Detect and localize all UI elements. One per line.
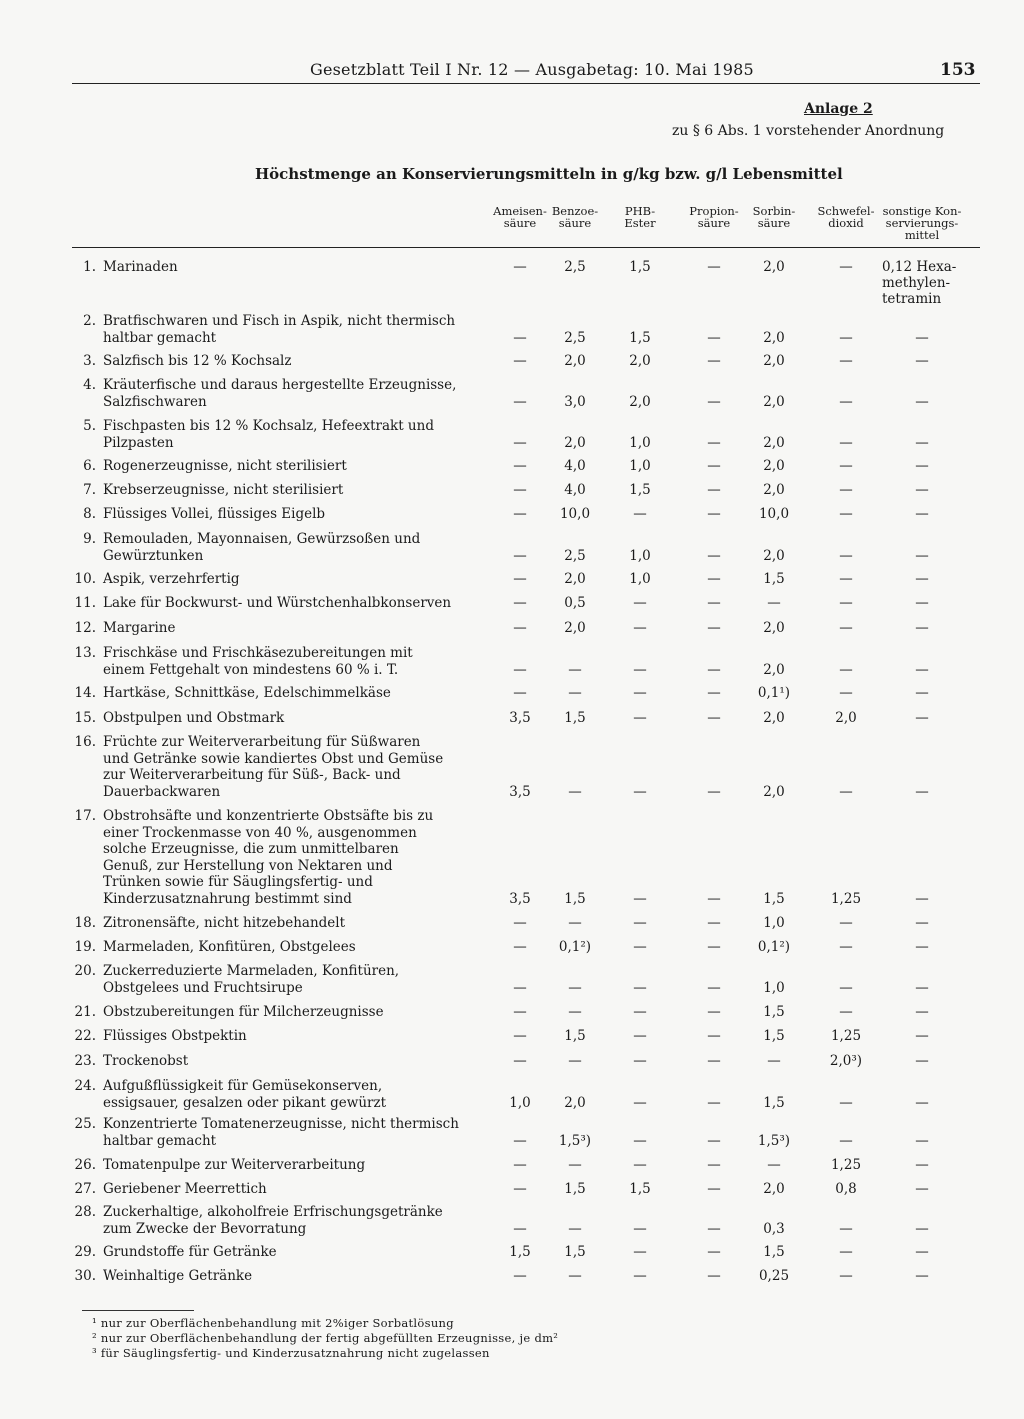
cell-value: — xyxy=(513,595,527,611)
cell-value: — xyxy=(568,1004,582,1020)
cell-value: — xyxy=(633,1053,647,1069)
cell-value: 2,0 xyxy=(763,1181,785,1197)
cell-value: — xyxy=(707,1181,721,1197)
cell-value: — xyxy=(839,393,853,410)
cell-value: — xyxy=(707,1132,721,1149)
cell-value: — xyxy=(633,685,647,701)
cell-value: — xyxy=(633,1157,647,1173)
cell-value: — xyxy=(513,434,527,451)
cell-value: 1,5 xyxy=(629,329,651,346)
row-number: 9. xyxy=(83,531,96,547)
annex-label: Anlage 2 xyxy=(804,101,873,117)
row-number: 4. xyxy=(83,377,96,393)
cell-value: — xyxy=(707,1094,721,1111)
cell-value: — xyxy=(568,1268,582,1284)
row-label: Obstzubereitungen für Milcherzeugnisse xyxy=(103,1004,384,1020)
row-number: 12. xyxy=(74,620,96,636)
cell-value: 2,0 xyxy=(564,620,586,636)
cell-value: — xyxy=(839,482,853,498)
row-number: 23. xyxy=(74,1053,96,1069)
cell-value: 3,5 xyxy=(509,710,531,726)
row-label: Margarine xyxy=(103,620,176,636)
cell-value: — xyxy=(767,1053,781,1069)
cell-value: — xyxy=(633,1268,647,1284)
cell-value: — xyxy=(767,595,781,611)
cell-value: 2,0 xyxy=(564,1094,586,1111)
cell-value: — xyxy=(915,1053,929,1069)
cell-value: — xyxy=(633,1244,647,1260)
cell-value: 0,8 xyxy=(835,1181,857,1197)
row-number: 14. xyxy=(74,685,96,701)
cell-value: — xyxy=(633,915,647,931)
row-label: Lake für Bockwurst- und Würstchenhalbkonserven xyxy=(103,595,452,611)
cell-value: — xyxy=(707,939,721,955)
cell-value: 1,5 xyxy=(564,1028,586,1044)
cell-value: — xyxy=(633,661,647,678)
cell-value: — xyxy=(707,1053,721,1069)
cell-value: 2,0 xyxy=(763,458,785,474)
cell-value: — xyxy=(513,1028,527,1044)
cell-value: 0,1²) xyxy=(757,939,791,955)
cell-value: 3,5 xyxy=(509,783,531,800)
cell-value: — xyxy=(839,1132,853,1149)
cell-value: 0,1²) xyxy=(558,939,592,955)
cell-value: — xyxy=(915,595,929,611)
row-label: Flüssiges Vollei, flüssiges Eigelb xyxy=(103,506,326,522)
row-number: 15. xyxy=(74,710,96,726)
cell-value: 10,0 xyxy=(559,506,591,522)
row-label: Fischpasten bis 12 % Kochsalz, Hefeextrakt und Pilzpasten xyxy=(103,418,434,451)
row-label: Hartkäse, Schnittkäse, Edelschimmelkäse xyxy=(103,685,391,701)
cell-value: — xyxy=(513,620,527,636)
cell-value: — xyxy=(839,939,853,955)
cell-value: — xyxy=(568,783,582,800)
row-number: 11. xyxy=(74,595,96,611)
cell-value: — xyxy=(633,1094,647,1111)
table-title: Höchstmenge an Konservierungsmitteln in g/kg bzw. g/l Lebensmittel xyxy=(255,165,843,183)
cell-value: — xyxy=(915,783,929,800)
row-label: Trockenobst xyxy=(103,1053,189,1069)
cell-value: — xyxy=(513,259,527,275)
column-header: Schwefel- dioxid xyxy=(817,204,875,230)
cell-value: 1,5 xyxy=(763,1244,785,1260)
row-number: 19. xyxy=(74,939,96,955)
cell-value: — xyxy=(513,547,527,564)
column-header: PHB- Ester xyxy=(624,204,656,230)
cell-value: — xyxy=(513,482,527,498)
cell-value: 0,5 xyxy=(564,595,586,611)
row-label: Kräuterfische und daraus hergestellte Erzeugnisse, Salzfischwaren xyxy=(103,377,457,410)
cell-value: — xyxy=(915,890,929,907)
cell-value: — xyxy=(839,620,853,636)
cell-value: 1,5 xyxy=(564,710,586,726)
cell-value: 1,5 xyxy=(564,1181,586,1197)
cell-value: — xyxy=(915,620,929,636)
cell-value: — xyxy=(915,979,929,996)
cell-value: — xyxy=(633,939,647,955)
cell-value: 1,0 xyxy=(629,458,651,474)
cell-value: 1,5 xyxy=(509,1244,531,1260)
row-number: 20. xyxy=(74,963,96,979)
cell-value: — xyxy=(839,661,853,678)
row-number: 24. xyxy=(74,1078,96,1094)
row-label: Zitronensäfte, nicht hitzebehandelt xyxy=(103,915,346,931)
cell-value: — xyxy=(513,506,527,522)
cell-value: 1,0 xyxy=(629,547,651,564)
column-header: Benzoe- säure xyxy=(551,204,599,230)
row-label: Salzfisch bis 12 % Kochsalz xyxy=(103,353,292,369)
cell-value: 2,0 xyxy=(763,547,785,564)
cell-value: — xyxy=(839,458,853,474)
cell-value: 1,0 xyxy=(629,571,651,587)
running-header: Gesetzblatt Teil I Nr. 12 — Ausgabetag: 10. Mai 1985 xyxy=(310,60,754,79)
cell-value: — xyxy=(839,685,853,701)
cell-value: — xyxy=(633,595,647,611)
cell-value: — xyxy=(915,571,929,587)
row-label: Grundstoffe für Getränke xyxy=(103,1244,277,1260)
cell-value: — xyxy=(568,979,582,996)
cell-value: — xyxy=(915,1244,929,1260)
cell-value: — xyxy=(915,458,929,474)
cell-value: 1,5 xyxy=(564,1244,586,1260)
cell-value: 0,3 xyxy=(763,1220,785,1237)
cell-value: — xyxy=(839,915,853,931)
row-number: 2. xyxy=(83,313,96,329)
column-header: sonstige Kon- servierungs- mittel xyxy=(882,204,962,242)
cell-value: — xyxy=(513,1004,527,1020)
cell-value: — xyxy=(839,506,853,522)
cell-value: — xyxy=(707,458,721,474)
row-label: Aufgußflüssigkeit für Gemüsekonserven, essigsauer, gesalzen oder pikant gewürzt xyxy=(103,1078,387,1111)
cell-value: — xyxy=(513,353,527,369)
row-label: Konzentrierte Tomatenerzeugnisse, nicht thermisch haltbar gemacht xyxy=(103,1116,459,1149)
row-label: Krebserzeugnisse, nicht sterilisiert xyxy=(103,482,344,498)
cell-value: 2,0 xyxy=(763,393,785,410)
cell-value: — xyxy=(915,685,929,701)
cell-value: 1,5 xyxy=(564,890,586,907)
cell-value: — xyxy=(707,595,721,611)
cell-value: — xyxy=(915,915,929,931)
row-label: Zuckerhaltige, alkoholfreie Erfrischungsgetränke zum Zwecke der Bevorratung xyxy=(103,1204,443,1237)
row-number: 1. xyxy=(83,259,96,275)
cell-value: — xyxy=(707,661,721,678)
cell-value: 1,0 xyxy=(509,1094,531,1111)
cell-value: — xyxy=(915,939,929,955)
cell-value: — xyxy=(839,979,853,996)
cell-value: 0,1¹) xyxy=(757,685,791,701)
cell-value: 2,0³) xyxy=(829,1053,863,1069)
row-number: 18. xyxy=(74,915,96,931)
row-label: Flüssiges Obstpektin xyxy=(103,1028,247,1044)
cell-value: 4,0 xyxy=(564,458,586,474)
cell-value: 2,5 xyxy=(564,547,586,564)
row-number: 17. xyxy=(74,808,96,824)
cell-value: — xyxy=(915,1028,929,1044)
cell-value: — xyxy=(513,1132,527,1149)
cell-value: 1,5 xyxy=(629,259,651,275)
cell-value: — xyxy=(839,783,853,800)
cell-value: — xyxy=(915,482,929,498)
cell-value: — xyxy=(568,1157,582,1173)
cell-value: — xyxy=(568,661,582,678)
cell-value: 4,0 xyxy=(564,482,586,498)
cell-value: — xyxy=(568,1220,582,1237)
cell-value: — xyxy=(839,1094,853,1111)
row-label: Tomatenpulpe zur Weiterverarbeitung xyxy=(103,1157,366,1173)
cell-value: 2,0 xyxy=(763,482,785,498)
cell-value: — xyxy=(707,571,721,587)
footnote-3: ³ für Säuglingsfertig- und Kinderzusatznahrung nicht zugelassen xyxy=(92,1346,490,1360)
row-label: Aspik, verzehrfertig xyxy=(103,571,240,587)
cell-value: — xyxy=(633,1028,647,1044)
cell-value: 1,0 xyxy=(763,979,785,996)
cell-value: — xyxy=(707,434,721,451)
cell-value: — xyxy=(513,571,527,587)
row-label: Obstpulpen und Obstmark xyxy=(103,710,285,726)
cell-value: — xyxy=(915,661,929,678)
cell-value: 1,25 xyxy=(830,1028,862,1044)
cell-value: 3,5 xyxy=(509,890,531,907)
cell-value: — xyxy=(513,329,527,346)
cell-value: — xyxy=(767,1157,781,1173)
cell-value: 0,25 xyxy=(758,1268,790,1284)
cell-value: 10,0 xyxy=(758,506,790,522)
cell-value: 1,5³) xyxy=(558,1132,592,1149)
cell-value: — xyxy=(839,1244,853,1260)
cell-value: — xyxy=(513,939,527,955)
cell-value: — xyxy=(707,1004,721,1020)
row-number: 16. xyxy=(74,734,96,750)
cell-value: — xyxy=(839,329,853,346)
cell-value: — xyxy=(707,506,721,522)
cell-value: 2,0 xyxy=(763,259,785,275)
header-rule xyxy=(72,83,980,84)
cell-value: — xyxy=(915,434,929,451)
cell-value: — xyxy=(707,547,721,564)
footnote-rule xyxy=(82,1310,194,1311)
row-label: Marinaden xyxy=(103,259,178,275)
cell-value: — xyxy=(633,620,647,636)
cell-value: 1,0 xyxy=(629,434,651,451)
page-number: 153 xyxy=(940,60,976,80)
cell-value: 1,5 xyxy=(763,890,785,907)
cell-value: 2,5 xyxy=(564,329,586,346)
cell-value: — xyxy=(513,1181,527,1197)
cell-value: — xyxy=(633,890,647,907)
row-number: 3. xyxy=(83,353,96,369)
cell-value: — xyxy=(839,1268,853,1284)
cell-value: — xyxy=(513,1157,527,1173)
cell-value: — xyxy=(707,979,721,996)
cell-value: 2,0 xyxy=(564,434,586,451)
cell-value: — xyxy=(707,915,721,931)
cell-value: — xyxy=(707,1220,721,1237)
cell-value: 2,0 xyxy=(763,783,785,800)
cell-value: 1,5 xyxy=(629,1181,651,1197)
cell-value: — xyxy=(633,710,647,726)
cell-value: — xyxy=(513,458,527,474)
row-label: Geriebener Meerrettich xyxy=(103,1181,267,1197)
row-number: 28. xyxy=(74,1204,96,1220)
cell-value: — xyxy=(915,1181,929,1197)
cell-value: — xyxy=(513,661,527,678)
cell-value: — xyxy=(915,393,929,410)
cell-value: — xyxy=(513,915,527,931)
cell-value: — xyxy=(707,482,721,498)
cell-value: — xyxy=(915,1004,929,1020)
cell-value: — xyxy=(513,393,527,410)
cell-value: — xyxy=(915,1132,929,1149)
cell-value: — xyxy=(513,1220,527,1237)
cell-value: 1,5 xyxy=(763,1094,785,1111)
cell-value: — xyxy=(707,329,721,346)
cell-value: 2,0 xyxy=(564,353,586,369)
cell-value: — xyxy=(839,1004,853,1020)
cell-value: — xyxy=(707,1028,721,1044)
row-number: 8. xyxy=(83,506,96,522)
cell-value: 2,0 xyxy=(763,620,785,636)
row-number: 22. xyxy=(74,1028,96,1044)
cell-value: 1,5 xyxy=(629,482,651,498)
row-label: Früchte zur Weiterverarbeitung für Süßwaren und Getränke sowie kandiertes Obst und Gemüse zur Weiterverarbeitung für Süß-, Back- und Dauerbackwaren xyxy=(103,734,444,800)
row-label: Rogenerzeugnisse, nicht sterilisiert xyxy=(103,458,347,474)
cell-value: 2,0 xyxy=(763,710,785,726)
cell-value: — xyxy=(839,353,853,369)
row-number: 29. xyxy=(74,1244,96,1260)
cell-value: 2,0 xyxy=(763,329,785,346)
cell-value: — xyxy=(707,353,721,369)
cell-value: 2,0 xyxy=(763,434,785,451)
cell-value: — xyxy=(839,434,853,451)
cell-value: — xyxy=(707,620,721,636)
cell-value: 3,0 xyxy=(564,393,586,410)
cell-value: 2,5 xyxy=(564,259,586,275)
cell-value: — xyxy=(513,1053,527,1069)
row-number: 26. xyxy=(74,1157,96,1173)
cell-value: — xyxy=(568,915,582,931)
cell-value: — xyxy=(568,1053,582,1069)
cell-value: 1,25 xyxy=(830,890,862,907)
cell-value: — xyxy=(915,329,929,346)
footnote-2: ² nur zur Oberflächenbehandlung der fertig abgefüllten Erzeugnisse, je dm² xyxy=(92,1331,559,1345)
row-label: Bratfischwaren und Fisch in Aspik, nicht thermisch haltbar gemacht xyxy=(103,313,456,346)
cell-value: — xyxy=(707,1268,721,1284)
cell-value: — xyxy=(915,1157,929,1173)
cell-value: — xyxy=(633,1132,647,1149)
cell-value: — xyxy=(633,979,647,996)
cell-value: 1,5³) xyxy=(757,1132,791,1149)
cell-value: — xyxy=(633,783,647,800)
row-number: 27. xyxy=(74,1181,96,1197)
footnote-1: ¹ nur zur Oberflächenbehandlung mit 2%iger Sorbatlösung xyxy=(92,1316,454,1330)
row-number: 10. xyxy=(74,571,96,587)
cell-value: — xyxy=(707,685,721,701)
cell-value: — xyxy=(633,506,647,522)
row-number: 21. xyxy=(74,1004,96,1020)
cell-value: 2,0 xyxy=(629,393,651,410)
cell-value: 2,0 xyxy=(835,710,857,726)
cell-value: 1,25 xyxy=(830,1157,862,1173)
cell-value: — xyxy=(707,1157,721,1173)
cell-value: — xyxy=(633,1220,647,1237)
cell-value: 1,0 xyxy=(763,915,785,931)
cell-value: 2,0 xyxy=(763,353,785,369)
cell-value: 0,12 Hexa- methylen- tetramin xyxy=(882,259,957,307)
cell-value: — xyxy=(513,979,527,996)
cell-value: — xyxy=(707,393,721,410)
cell-value: 1,5 xyxy=(763,571,785,587)
cell-value: — xyxy=(915,1094,929,1111)
row-number: 13. xyxy=(74,645,96,661)
cell-value: — xyxy=(707,783,721,800)
row-number: 25. xyxy=(74,1116,96,1132)
cell-value: — xyxy=(513,685,527,701)
cell-value: — xyxy=(915,353,929,369)
header-divider xyxy=(72,247,980,248)
row-number: 5. xyxy=(83,418,96,434)
row-number: 7. xyxy=(83,482,96,498)
cell-value: — xyxy=(839,1220,853,1237)
row-label: Marmeladen, Konfitüren, Obstgelees xyxy=(103,939,356,955)
cell-value: — xyxy=(915,506,929,522)
cell-value: — xyxy=(915,710,929,726)
column-header: Sorbin- säure xyxy=(752,204,796,230)
cell-value: — xyxy=(707,259,721,275)
cell-value: 2,0 xyxy=(629,353,651,369)
row-number: 30. xyxy=(74,1268,96,1284)
cell-value: — xyxy=(839,547,853,564)
cell-value: — xyxy=(707,1244,721,1260)
column-header: Propion- säure xyxy=(689,204,739,230)
row-label: Remouladen, Mayonnaisen, Gewürzsoßen und Gewürztunken xyxy=(103,531,421,564)
column-header: Ameisen- säure xyxy=(493,204,547,230)
cell-value: — xyxy=(915,1220,929,1237)
cell-value: 1,5 xyxy=(763,1028,785,1044)
row-label: Weinhaltige Getränke xyxy=(103,1268,253,1284)
cell-value: — xyxy=(568,685,582,701)
cell-value: 2,0 xyxy=(564,571,586,587)
cell-value: 1,5 xyxy=(763,1004,785,1020)
cell-value: — xyxy=(915,1268,929,1284)
cell-value: — xyxy=(707,890,721,907)
cell-value: — xyxy=(633,1004,647,1020)
cell-value: — xyxy=(839,595,853,611)
row-label: Frischkäse und Frischkäsezubereitungen mit einem Fettgehalt von mindestens 60 % i. T. xyxy=(103,645,413,678)
cell-value: — xyxy=(707,710,721,726)
row-label: Zuckerreduzierte Marmeladen, Konfitüren, Obstgelees und Fruchtsirupe xyxy=(103,963,400,996)
annex-reference: zu § 6 Abs. 1 vorstehender Anordnung xyxy=(672,123,945,139)
row-label: Obstrohsäfte und konzentrierte Obstsäfte bis zu einer Trockenmasse von 40 %, ausgenommen solche Erzeugnisse, die zum unmittelbaren Genuß, zur Herstellung von Nektaren und Trünken sowie für Säuglingsfertig- und Kinderzusatznahrung bestimmt sind xyxy=(103,808,434,907)
cell-value: — xyxy=(915,547,929,564)
cell-value: 2,0 xyxy=(763,661,785,678)
row-number: 6. xyxy=(83,458,96,474)
cell-value: — xyxy=(839,571,853,587)
cell-value: — xyxy=(839,259,853,275)
cell-value: — xyxy=(513,1268,527,1284)
